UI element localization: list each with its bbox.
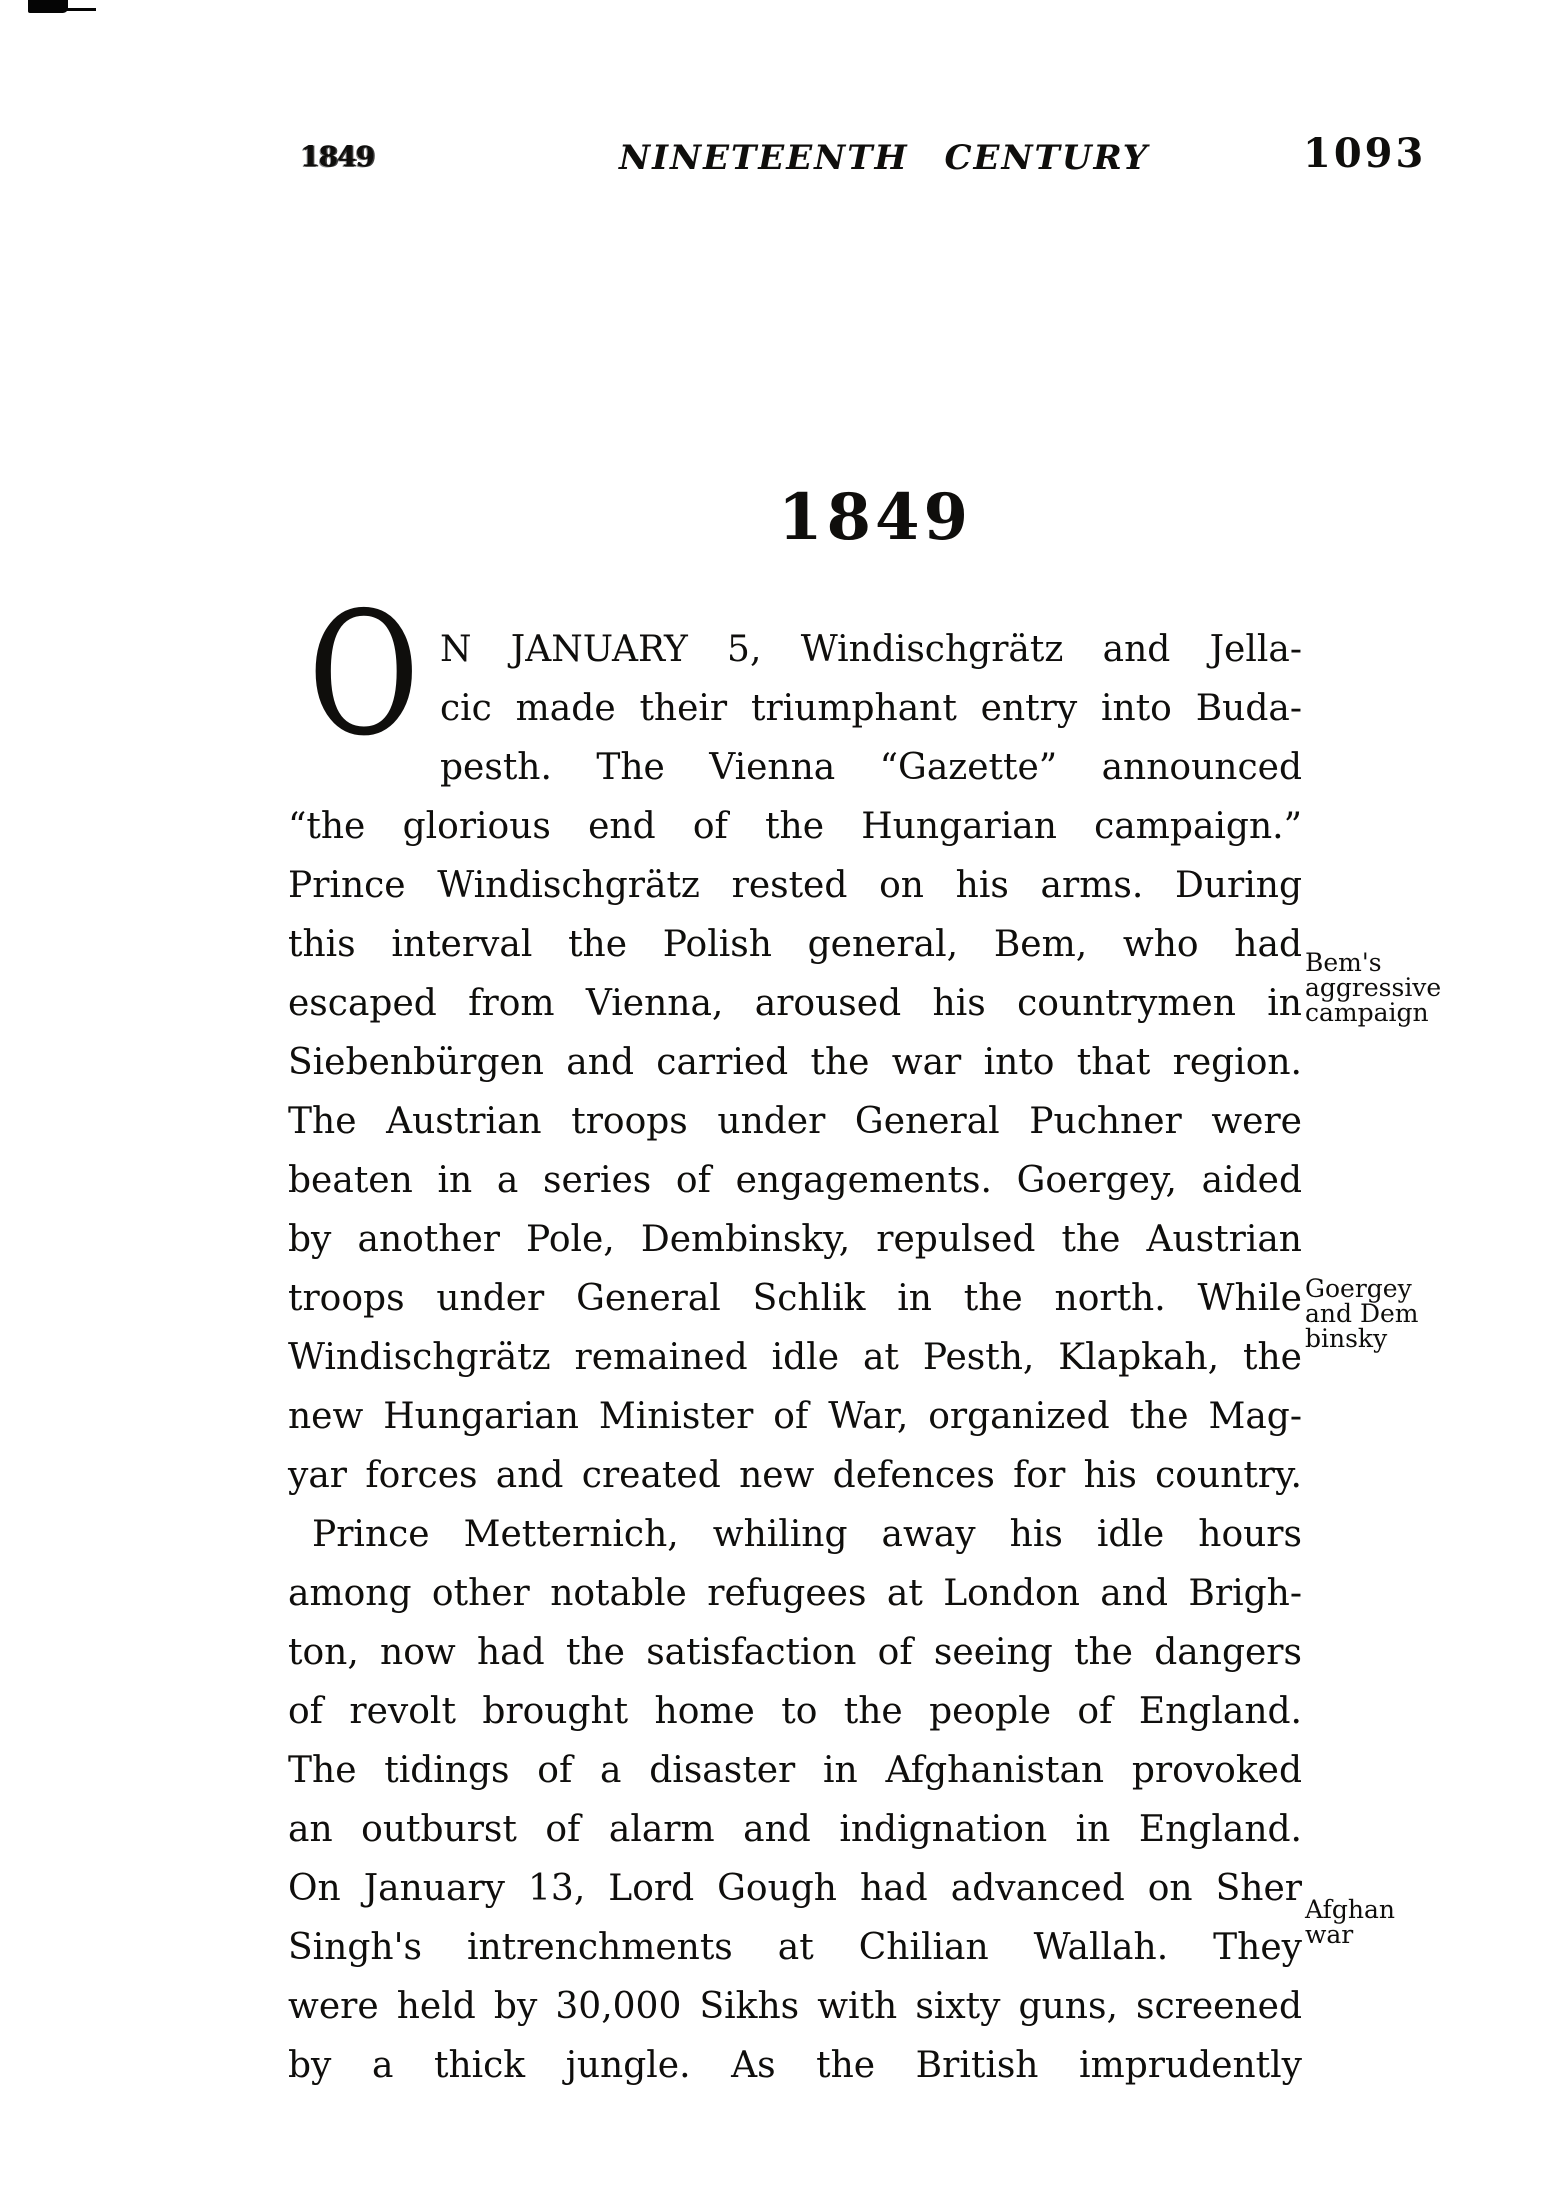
text-line: beaten in a series of engagements. Goergey, aided — [288, 1160, 1302, 1201]
text-line: escaped from Vienna, aroused his countrymen in — [288, 983, 1302, 1024]
paragraph-1 — [288, 576, 1302, 1505]
text-line: pesth. The Vienna “Gazette” announced — [440, 747, 1302, 788]
text-line: an outburst of alarm and indignation in England. — [288, 1809, 1302, 1850]
text-line: by another Pole, Dembinsky, repulsed the Austrian — [288, 1219, 1302, 1260]
text-line: cic made their triumphant entry into Buda- — [440, 688, 1302, 729]
text-line: Windischgrätz remained idle at Pesth, Klapkah, the — [288, 1337, 1302, 1378]
sidenote-line: binsky — [1305, 1324, 1388, 1353]
text-line: “the glorious end of the Hungarian campaign.” — [288, 806, 1302, 847]
sidenote-line: Afghan — [1305, 1895, 1395, 1924]
text-line: Siebenbürgen and carried the war into that region. — [288, 1042, 1302, 1083]
sidenote-line: Bem's — [1305, 948, 1382, 977]
running-header-title: NINETEENTH CENTURY — [619, 138, 1149, 178]
text-line: yar forces and created new defences for his country. — [288, 1455, 1302, 1496]
text-line: this interval the Polish general, Bem, who had — [288, 924, 1302, 965]
scan-artifact-blob — [28, 0, 68, 13]
text-line: Prince Windischgrätz rested on his arms. During — [288, 865, 1302, 906]
text-line: Prince Metternich, whiling away his idle hours — [312, 1514, 1302, 1555]
sidenote-afghan-war — [1305, 1897, 1483, 1947]
text-line: new Hungarian Minister of War, organized the Mag- — [288, 1396, 1302, 1437]
text-line: ton, now had the satisfaction of seeing the dangers — [288, 1632, 1302, 1673]
sidenote-line: aggressive — [1305, 973, 1442, 1002]
drop-cap-letter: O — [308, 576, 420, 774]
sidenote-line: and Dem — [1305, 1299, 1419, 1328]
sidenote-line: war — [1305, 1920, 1354, 1949]
sidenote-line: Goergey — [1305, 1274, 1412, 1303]
text-line: N JANUARY 5, Windischgrätz and Jella- — [440, 629, 1302, 670]
text-line: among other notable refugees at London and Brigh- — [288, 1573, 1302, 1614]
text-line: of revolt brought home to the people of England. — [288, 1691, 1302, 1732]
running-header-year: 1849 — [300, 140, 374, 173]
scan-artifact-line — [48, 8, 96, 11]
text-line: were held by 30,000 Sikhs with sixty guns, screened — [288, 1986, 1302, 2027]
text-line: The tidings of a disaster in Afghanistan provoked — [288, 1750, 1302, 1791]
text-line: The Austrian troops under General Puchner were — [288, 1101, 1302, 1142]
text-line: Singh's intrenchments at Chilian Wallah. They — [288, 1927, 1302, 1968]
sidenote-bems-campaign — [1305, 950, 1483, 1025]
chapter-heading: 1849 — [777, 480, 973, 555]
body-text — [288, 576, 1302, 2095]
drop-cap — [288, 576, 440, 797]
paragraph-2 — [288, 1505, 1302, 2095]
sidenote-line: campaign — [1305, 998, 1429, 1027]
page-number: 1093 — [1303, 130, 1427, 177]
sidenote-goergey-dembinsky — [1305, 1276, 1483, 1351]
text-line: troops under General Schlik in the north. While — [288, 1278, 1302, 1319]
text-line: by a thick jungle. As the British imprudently — [288, 2045, 1302, 2086]
text-line: On January 13, Lord Gough had advanced on Sher — [288, 1868, 1302, 1909]
